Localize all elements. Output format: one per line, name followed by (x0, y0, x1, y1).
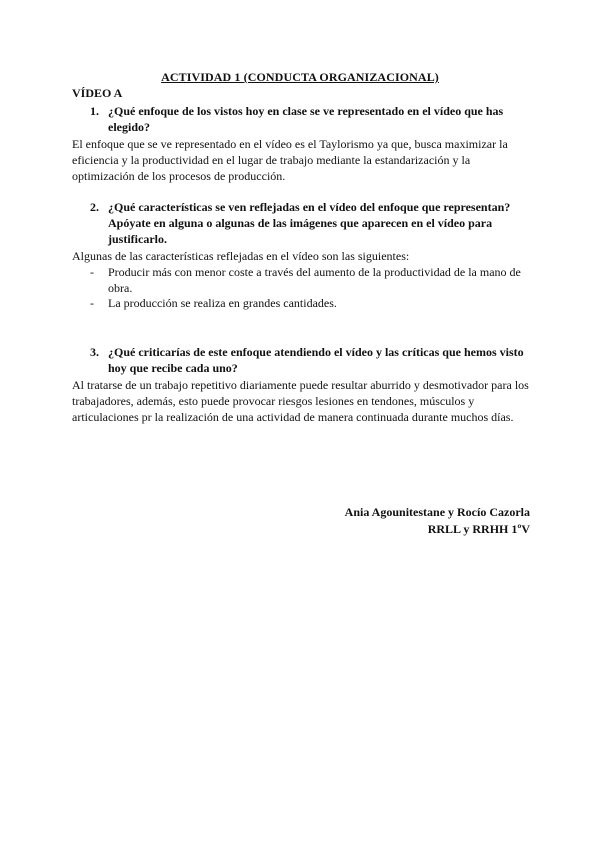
bullet-text: Producir más con menor coste a través del aumento de la productividad de la mano de obra. (108, 265, 521, 295)
video-subtitle: VÍDEO A (72, 86, 123, 100)
question-3-number: 3. (90, 345, 99, 359)
question-2-number: 2. (90, 200, 99, 214)
answer-3: Al tratarse de un trabajo repetitivo diariamente puede resultar aburrido y desmotivador para los trabajadores, además, esto puede provocar riesgos lesiones en tendones, músculos y articulaciones pr la realización de una actividad de manera continuada durante muchos días. (72, 378, 529, 424)
question-1-text: ¿Qué enfoque de los vistos hoy en clase se ve representado en el vídeo que has elegido? (108, 104, 504, 134)
bullet-marker: - (90, 265, 94, 279)
question-3-text: ¿Qué criticarías de este enfoque atendiendo el vídeo y las críticas que hemos visto hoy que recibe cada uno? (108, 345, 524, 375)
bullet-marker: - (90, 296, 94, 310)
answer-2-intro: Algunas de las características reflejadas en el vídeo son las siguientes: (72, 249, 410, 263)
signature-course: RRLL y RRHH 1ºV (427, 522, 530, 536)
question-2-text: ¿Qué características se ven reflejadas en el vídeo del enfoque que representan? Apóyate en alguna o algunas de las imágenes que aparecen en el vídeo para justificarlo. (108, 200, 511, 246)
answer-2-bullet-2 (72, 295, 532, 311)
document-title: ACTIVIDAD 1 (CONDUCTA ORGANIZACIONAL) (161, 70, 439, 84)
answer-1: El enfoque que se ve representado en el vídeo es el Taylorismo ya que, busca maximizar la eficiencia y la productividad en el lugar de trabajo mediante la estandarización y la optimización de los procesos de producción. (72, 137, 508, 183)
question-2 (72, 199, 532, 247)
signature-names: Ania Agounitestane y Rocío Cazorla (344, 505, 530, 519)
question-1 (72, 103, 532, 135)
bullet-text: La producción se realiza en grandes cantidades. (108, 296, 337, 310)
question-3 (72, 344, 532, 376)
question-1-number: 1. (90, 104, 99, 118)
signature (345, 504, 530, 538)
answer-2-bullet-1 (72, 264, 532, 296)
